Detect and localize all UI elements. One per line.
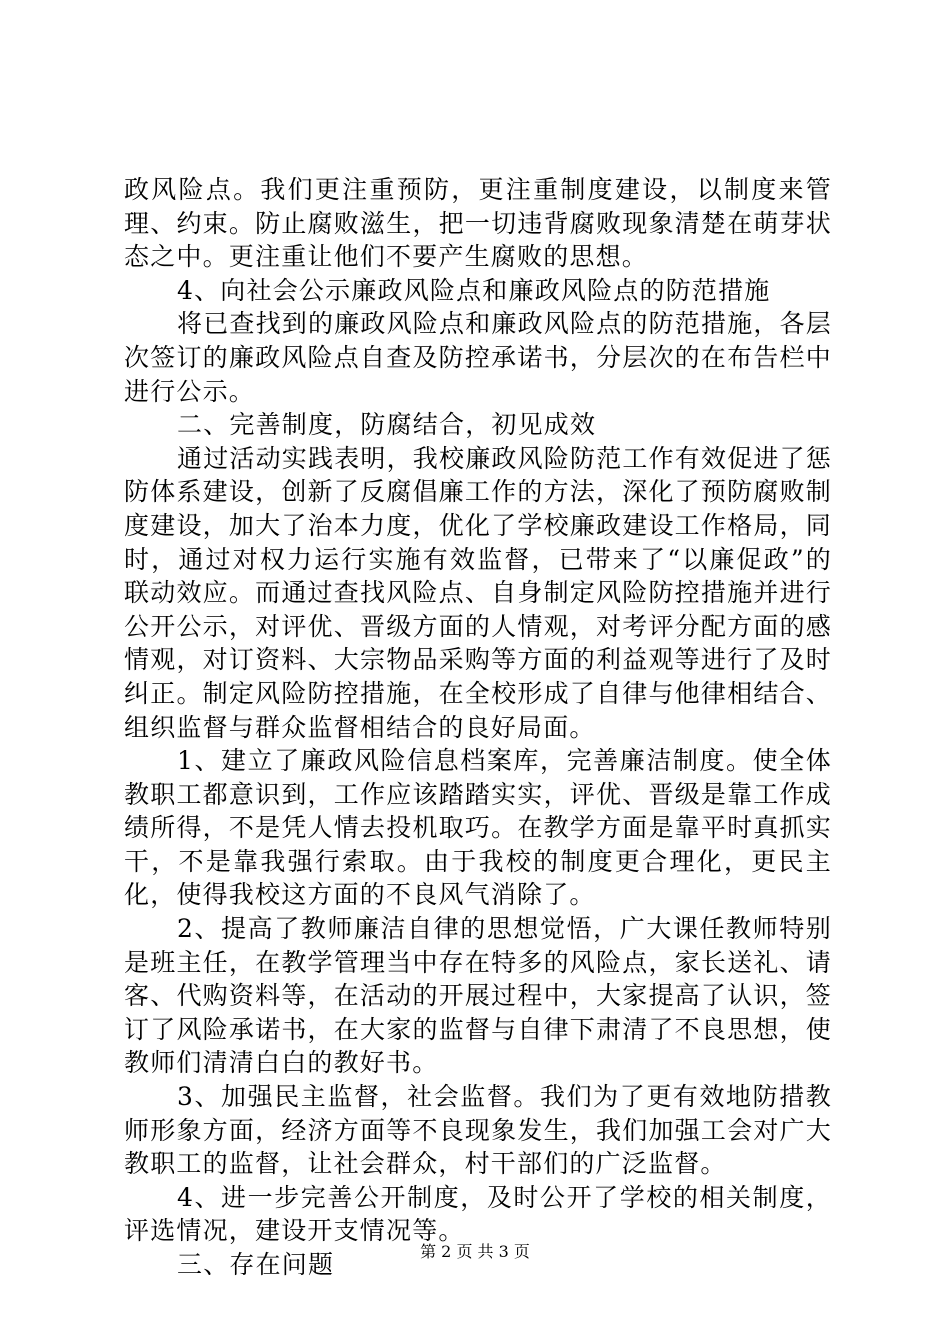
paragraph-8: 3、加强民主监督，社会监督。我们为了更有效地防措教师形象方面，经济方面等不良现象发生，我们加强工会对广大教职工的监督，让社会群众，村干部们的广泛监督。 [124,1082,832,1179]
section-heading-3: 三、存在问题 [177,1250,335,1279]
page-number: 第 2 页 共 3 页 [420,1242,530,1261]
paragraph-1: 政风险点。我们更注重预防，更注重制度建设，以制度来管理、约束。防止腐败滋生，把一切违背腐败现象清楚在萌芽状态之中。更注重让他们不要产生腐败的思想。 [124,175,832,272]
paragraph-2: 4、向社会公示廉政风险点和廉政风险点的防范措施 [177,275,771,305]
document-body [124,173,832,1282]
section-heading-2: 二、完善制度，防腐结合，初见成效 [177,410,597,440]
paragraph-7: 2、提高了教师廉洁自律的思想觉悟，广大课任教师特别是班主任，在教学管理当中存在特多的风险点，家长送礼、请客、代购资料等，在活动的开展过程中，大家提高了认识，签订了风险承诺书，在大家的监督与自律下肃清了不良思想，使教师们清清白白的教好书。 [124,914,832,1078]
page-footer [0,1242,950,1262]
paragraph-5: 通过活动实践表明，我校廉政风险防范工作有效促进了惩防体系建设，创新了反腐倡廉工作的方法，深化了预防腐败制度建设，加大了治本力度，优化了学校廉政建设工作格局，同时，通过对权力运行实施有效监督，已带来了“以廉促政”的联动效应。而通过查找风险点、自身制定风险防控措施并进行公开公示，对评优、晋级方面的人情观，对考评分配方面的感情观，对订资料、大宗物品采购等方面的利益观等进行了及时纠正。制定风险防控措施，在全校形成了自律与他律相结合、组织监督与群众监督相结合的良好局面。 [124,443,833,742]
paragraph-6: 1、建立了廉政风险信息档案库，完善廉洁制度。使全体教职工都意识到，工作应该踏踏实实，评优、晋级是靠工作成绩所得，不是凭人情去投机取巧。在教学方面是靠平时真抓实干，不是靠我强行索取。由于我校的制度更合理化，更民主化，使得我校这方面的不良风气消除了。 [124,746,832,910]
paragraph-3: 将已查找到的廉政风险点和廉政风险点的防范措施，各层次签订的廉政风险点自查及防控承诺书，分层次的在布告栏中进行公示。 [124,309,833,406]
paragraph-9: 4、进一步完善公开制度，及时公开了学校的相关制度，评选情况，建设开支情况等。 [124,1182,832,1246]
